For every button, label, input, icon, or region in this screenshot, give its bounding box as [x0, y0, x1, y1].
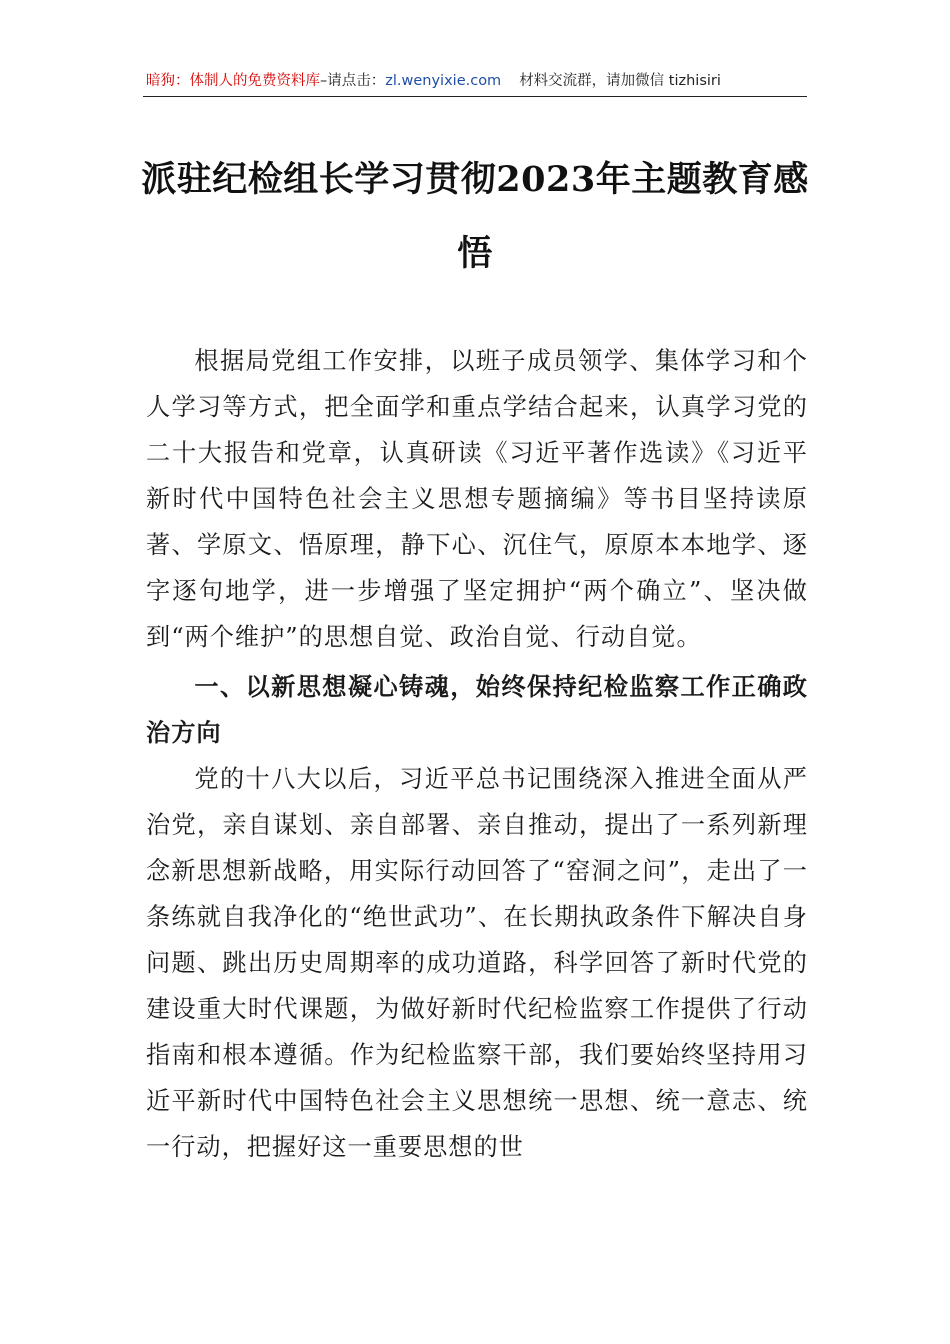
site-name: 暗狗：体制人的免费资料库 [146, 73, 320, 89]
document-body [146, 338, 808, 1170]
document-title: 派驻纪检组长学习贯彻2023年主题教育感悟 [141, 159, 809, 274]
click-prompt: –请点击： [320, 73, 386, 89]
group-info: 材料交流群，请加微信 tizhisiri [519, 73, 721, 89]
header-divider [143, 96, 807, 97]
site-url-link[interactable]: zl.wenyixie.com [385, 73, 502, 89]
intro-paragraph: 根据局党组工作安排，以班子成员领学、集体学习和个人学习等方式，把全面学和重点学结合起来，认真学习党的二十大报告和党章，认真研读《习近平著作选读》《习近平新时代中国特色社会主义思想专题摘编》等书目坚持读原著、学原文、悟原理，静下心、沉住气，原原本本地学、逐字逐句地学，进一步增强了坚定拥护“两个确立”、坚决做到“两个维护”的思想自觉、政治自觉、行动自觉。 [146, 347, 808, 651]
page-header [146, 68, 806, 94]
section-paragraph: 党的十八大以后，习近平总书记围绕深入推进全面从严治党，亲自谋划、亲自部署、亲自推动，提出了一系列新理念新思想新战略，用实际行动回答了“窑洞之问”，走出了一条练就自我净化的“绝世武功”、在长期执政条件下解决自身问题、跳出历史周期率的成功道路，科学回答了新时代党的建设重大时代课题，为做好新时代纪检监察工作提供了行动指南和根本遵循。作为纪检监察干部，我们要始终坚持用习近平新时代中国特色社会主义思想统一思想、统一意志、统一行动，把握好这一重要思想的世 [146, 765, 808, 1161]
section-heading: 一、以新思想凝心铸魂，始终保持纪检监察工作正确政治方向 [146, 673, 808, 747]
